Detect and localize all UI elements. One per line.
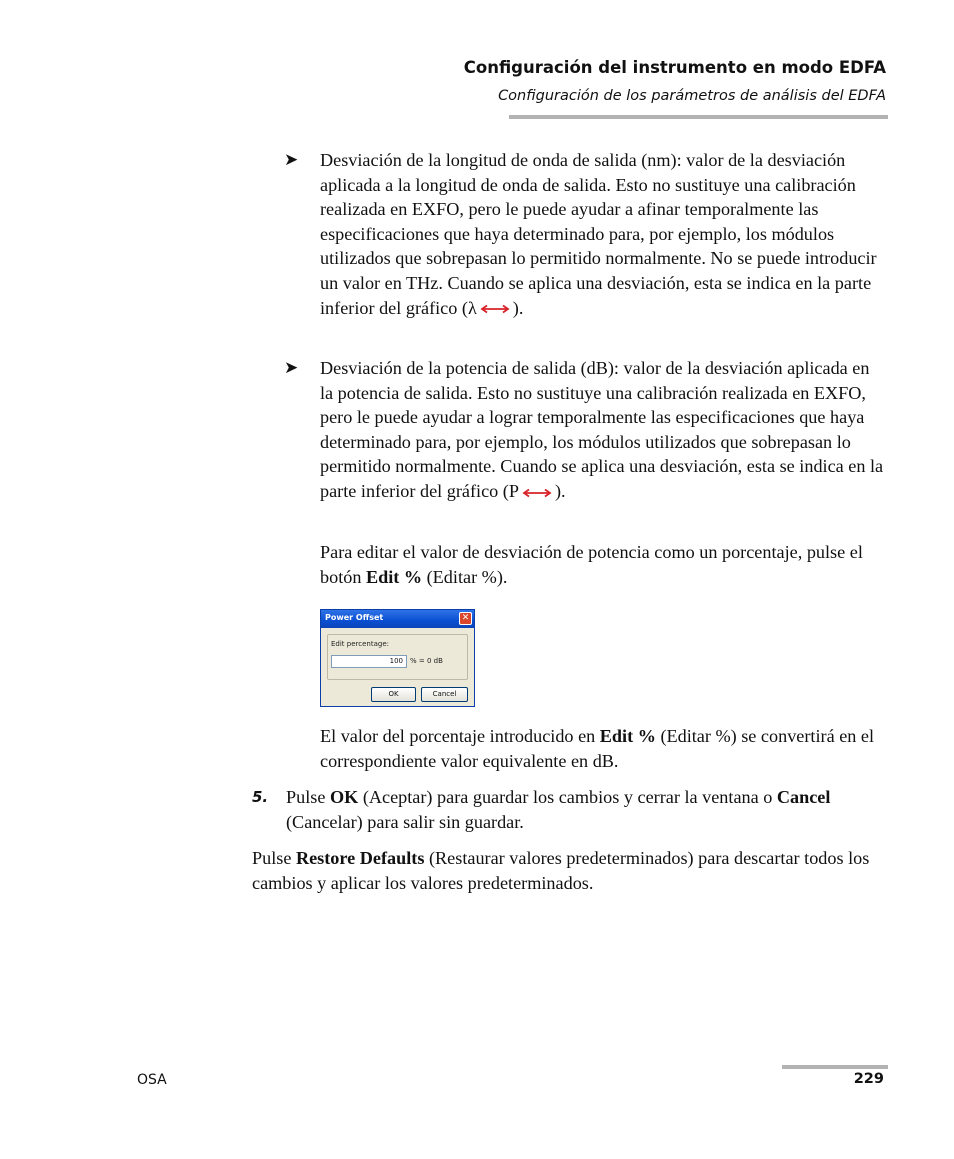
edit-percent-term: Edit % <box>365 566 423 587</box>
dialog-title-bar[interactable] <box>321 610 474 628</box>
bullet-text-main: Desviación de la longitud de onda de salida (nm): valor de la desviación aplicada a la longitud de onda de salida. Esto no sustituye una calibración realizada en EXFO, pero le puede ayudar a afinar temporalmente las especificaciones que haya determinado para, por ejemplo, los módulos utilizados que sobrepasan lo permitido normalmente. No se puede introducir un valor en THz. Cuando se aplica una desviación, esta se indica en la parte inferior del gráfico (λ <box>320 150 877 318</box>
restore-defaults-paragraph <box>252 846 886 895</box>
para-text: El valor del porcentaje introducido en <box>320 726 600 746</box>
page-number: 229 <box>853 1071 884 1087</box>
step-text: (Cancelar) para salir sin guardar. <box>286 811 524 832</box>
step-5-paragraph <box>286 785 886 834</box>
cancel-term: Cancel <box>776 787 831 807</box>
step-text: (Aceptar) para guardar los cambios y cerrar la ventana o <box>358 787 777 807</box>
power-offset-dialog <box>320 609 475 707</box>
double-arrow-icon <box>480 304 510 314</box>
bullet-text-main: Desviación de la potencia de salida (dB): valor de la desviación aplicada en la potencia de salida. Esto no sustituye una calibración realizada en EXFO, pero le puede ayudar a lograr temporalmente las especificaciones que haya determinado para, por ejemplo, los módulos utilizados que sobrepasan lo permitido normalmente. Cuando se aplica una desviación, esta se indica en la parte inferior del gráfico (P <box>320 358 884 501</box>
db-equivalent-readout: % = 0 dB <box>410 657 443 665</box>
para-text: (Restaurar valores predeterminados) para descartar todos los cambios y aplicar los valores predeterminados. <box>252 848 870 893</box>
edit-percent-term: Edit % <box>599 726 656 746</box>
bullet-text <box>320 148 884 320</box>
step-text: Pulse <box>286 787 330 807</box>
para-text: (Editar %) se convertirá en el correspondiente valor equivalente en dB. <box>320 726 875 771</box>
para-text: Pulse <box>252 848 296 868</box>
para-text: Para editar el valor de desviación de potencia como un porcentaje, pulse el botón <box>320 542 863 587</box>
bullet-arrow-icon: ➤ <box>284 150 299 170</box>
footer-rule <box>782 1065 888 1069</box>
bullet-item-wavelength-offset <box>284 148 884 348</box>
edit-percent-paragraph <box>320 540 886 589</box>
footer-product: OSA <box>137 1072 167 1088</box>
edit-percentage-input[interactable]: 100 <box>331 655 407 668</box>
edit-percentage-label: Edit percentage: <box>331 640 389 648</box>
chapter-title: Configuración del instrumento en modo EDFA <box>463 58 886 77</box>
bullet-text-end: ). <box>512 297 524 318</box>
close-icon[interactable]: ✕ <box>459 612 472 625</box>
para-text: (Editar %). <box>422 566 508 587</box>
bullet-item-power-offset <box>284 356 884 531</box>
bullet-text <box>320 356 884 504</box>
dialog-title: Power Offset <box>325 613 384 622</box>
restore-defaults-term: Restore Defaults <box>295 848 425 868</box>
section-subtitle: Configuración de los parámetros de análisis del EDFA <box>498 88 886 104</box>
step-number: 5. <box>252 788 269 806</box>
double-arrow-icon <box>522 488 552 498</box>
ok-button[interactable]: OK <box>371 687 416 702</box>
header-rule <box>509 115 888 119</box>
cancel-button[interactable]: Cancel <box>421 687 468 702</box>
bullet-arrow-icon: ➤ <box>284 358 299 378</box>
convert-paragraph <box>320 724 886 773</box>
bullet-text-end: ). <box>554 480 566 501</box>
ok-term: OK <box>329 787 359 807</box>
